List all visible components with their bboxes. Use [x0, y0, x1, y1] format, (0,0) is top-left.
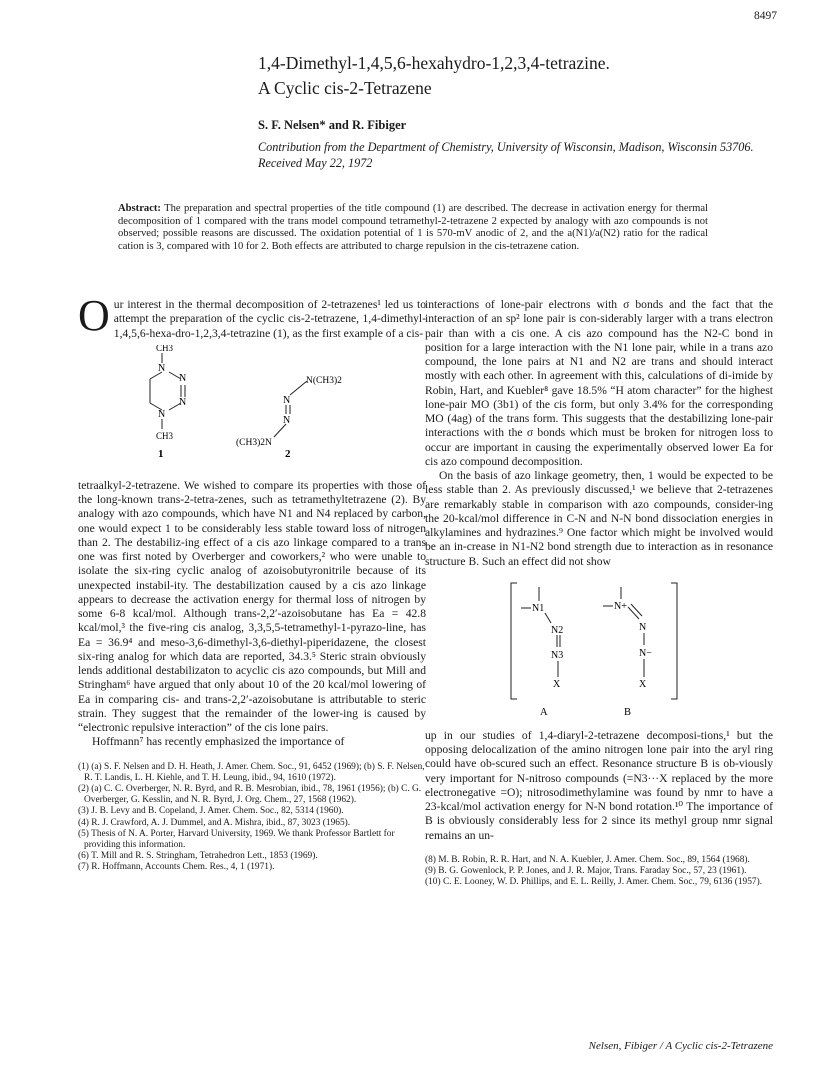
ch3-bottom-label: CH3: [156, 430, 174, 441]
article-title: 1,4-Dimethyl-1,4,5,6-hexahydro-1,2,3,4-tetrazine.: [258, 53, 610, 73]
structure-b-label: B: [624, 706, 632, 718]
abstract-label: Abstract:: [118, 203, 161, 214]
right-column: [425, 298, 773, 888]
compound-1-label: 1: [158, 447, 164, 460]
references-left: [78, 762, 426, 874]
dimethyl-n-label: (CH3)2N: [236, 437, 272, 448]
body-paragraph: interactions of lone-pair electrons with σ bonds and the fact that the interaction of an sp² lone pair is con-siderably larger with a trans electron pair than with a cis one. A cis azo compound has the N2-C bond in position for a large interaction with the N1 lone pair, while in a trans azo compound, the lone pairs at N1 and N2 are trans and should interact mostly with each other. In agreement with this, calculations of di-imide by Robin, Hart, and Kuebler⁸ gave 18.5% “H atom character” for the highest lone-pair MO (3b1) of the cis form, but only 3.4% for the corresponding MO (4ag) of the trans form. This suggests that the destabilizing lone-pair interactions with the σ bonds which must be broken for nitrogen loss to occur are important in causing the experimentally observed lower Ea for cis azo compound decomposition.: [425, 298, 773, 468]
left-column: [78, 291, 426, 874]
n-atom-label: N: [179, 372, 187, 384]
structure-a-label: A: [540, 706, 548, 718]
x-substituent-label: X: [639, 678, 647, 690]
running-footer: Nelsen, Fibiger / A Cyclic cis-2-Tetrazene: [588, 1040, 773, 1052]
n2-label: N2: [551, 624, 564, 636]
article-subtitle: A Cyclic cis-2-Tetrazene: [258, 78, 432, 98]
abstract-text: The preparation and spectral properties of the title compound (1) are described. The decrease in activation energy for thermal decomposition of 1 compared with the trans model compound tetramethyl-2-tetrazene 2 expected by analogy with azo compounds is not observed; possible reasons are discussed. The oxidation potential of 1 is 570-mV anodic of 2, and the a(N1)/a(N2) ratio for the radical cation is 3, compared with 10 for 2. Both effects are attributed to charge repulsion in the cis-tetrazene cation.: [118, 203, 708, 252]
n-atom-label: N: [283, 414, 291, 426]
resonance-figure: [425, 573, 765, 723]
authors: S. F. Nelsen* and R. Fibiger: [258, 118, 407, 132]
abstract: [118, 203, 708, 253]
n-atom-label: N: [639, 621, 647, 633]
reference-item: (1) (a) S. F. Nelsen and D. H. Heath, J. Amer. Chem. Soc., 91, 6452 (1969); (b) S. F. Nelsen, R. T. Landis, L. H. Kiehle, and T. H. Leung, ibid., 94, 1610 (1972).: [78, 761, 425, 783]
body-paragraph: tetraalkyl-2-tetrazene. We wished to compare its properties with those of the long-known trans-2-tetra-zenes, such as tetramethyltetrazene (2). By analogy with azo compounds, which have N1 and N4 replaced by carbon, one would expect 1 to be considerably less stable toward loss of nitrogen than 2. The destabiliz-ing effect of a cis azo linkage compared to a trans one was first noted by Overberger and coworkers,² who were unable to isolate the six-ring cyclic analog of azoisobutyronitrile because of its unexpected instabil-ity. The destabilization caused by a cis azo linkage appears to decrease the activation energy for thermal loss of nitrogen by some 6-8 kcal/mol. Although trans-2,2′-azoisobutane has Ea = 42.8 kcal/mol,³ the five-ring cis analog, 3,3,5,5-tetramethyl-1-pyrazo-line, has Ea = 36.9⁴ and meso-3,6-dimethyl-3,6-diethyl-piperidazene, the closest six-ring analog for which data are reported, 34.3.⁵ Steric strain obviously lends additional destabilizaton to acyclic cis azo compounds, but Mill and Stringham⁶ have argued that only about 10 of the 20 kcal/mol lowering of Ea in comparing cis- and trans-2,2′-azoisobutane is attributable to steric strain. They suggest that the remainder of the lower-ing is caused by “electronic repulsive interaction” of the cis lone pairs.: [78, 478, 426, 734]
intro-paragraph: [78, 291, 426, 341]
references-right: [425, 855, 773, 889]
reference-item: (10) C. E. Looney, W. D. Phillips, and E. L. Reilly, J. Amer. Chem. Soc., 79, 6136 (1957).: [425, 877, 763, 888]
drop-cap: O: [78, 291, 110, 340]
reference-item: (8) M. B. Robin, R. R. Hart, and N. A. Kuebler, J. Amer. Chem. Soc., 89, 1564 (1968).: [425, 854, 750, 865]
reference-item: (3) J. B. Levy and B. Copeland, J. Amer. Chem. Soc., 82, 5314 (1960).: [78, 806, 344, 817]
reference-item: (5) Thesis of N. A. Porter, Harvard University, 1969. We thank Professor Bartlett for providing this information.: [78, 828, 395, 850]
page-number: 8497: [754, 10, 777, 22]
n-atom-label: N: [158, 362, 166, 374]
ch3-top-label: CH3: [156, 344, 174, 353]
x-substituent-label: X: [553, 678, 561, 690]
n1-label: N1: [532, 602, 545, 614]
structures-figure: [78, 345, 418, 473]
body-paragraph: Hoffmann⁷ has recently emphasized the importance of: [92, 735, 345, 749]
compound-2-label: 2: [285, 447, 291, 460]
n-atom-label: N: [283, 394, 291, 406]
reference-item: (9) B. G. Gowenlock, P. P. Jones, and J. R. Major, Trans. Faraday Soc., 57, 23 (1961).: [425, 865, 747, 876]
reference-item: (6) T. Mill and R. S. Stringham, Tetrahedron Lett., 1853 (1969).: [78, 851, 318, 862]
n-plus-label: N+: [614, 600, 627, 612]
intro-text: ur interest in the thermal decomposition of 2-tetrazenes¹ led us to attempt the preparation of the cyclic cis-2-tetrazene, 1,4-dimethyl-1,4,5,6-hexa-dro-1,2,3,4-tetrazine (1), as the first example of a cis-: [113, 298, 426, 340]
n-atom-label: N: [158, 408, 166, 420]
body-paragraph: On the basis of azo linkage geometry, then, 1 would be expected to be less stable than 2. As previously discussed,¹ we believe that 2-tetrazenes are remarkably stable in comparison with azo compounds, consider-ing the 20-kcal/mol difference in C-N and N-N bond dissociation energies in alkylamines and hydrazines.⁹ One factor which might be involved would be an in-crease in N1-N2 bond strength due to interaction as in resonance structure B. Such an effect did not show: [425, 469, 773, 568]
reference-item: (4) R. J. Crawford, A. J. Dummel, and A. Mishra, ibid., 87, 3023 (1965).: [78, 817, 351, 828]
reference-item: (7) R. Hoffmann, Accounts Chem. Res., 4, 1 (1971).: [78, 862, 275, 873]
n-dimethyl-label: N(CH3)2: [306, 375, 342, 386]
n3-label: N3: [551, 649, 564, 661]
affiliation: Contribution from the Department of Chemistry, University of Wisconsin, Madison, Wisconsin 53706. Received May 22, 1972: [258, 140, 754, 170]
n-minus-label: N−: [639, 647, 652, 659]
body-paragraph: up in our studies of 1,4-diaryl-2-tetrazene decomposi-tions,¹ but the opposing delocalization of the amino nitrogen lone pair into the aryl ring could have ob-scured such an effect. Resonance structure B is ob-viously very important for N-nitroso compounds (=N3···X replaced by the more electronegative =O); nitrosodimethylamine was found by nmr to have a 23-kcal/mol activation energy for N-N bond rotation.¹⁰ The importance of B is obviously considerably less for 2 since its methyl group nmr signal remains an un-: [425, 728, 773, 842]
n-atom-label: N: [179, 396, 187, 408]
reference-item: (2) (a) C. C. Overberger, N. R. Byrd, and R. B. Mesrobian, ibid., 78, 1961 (1956); (b) C. G. Overberger, G. Kesslin, and N. R. Byrd, J. Org. Chem., 27, 1568 (1962).: [78, 783, 422, 806]
